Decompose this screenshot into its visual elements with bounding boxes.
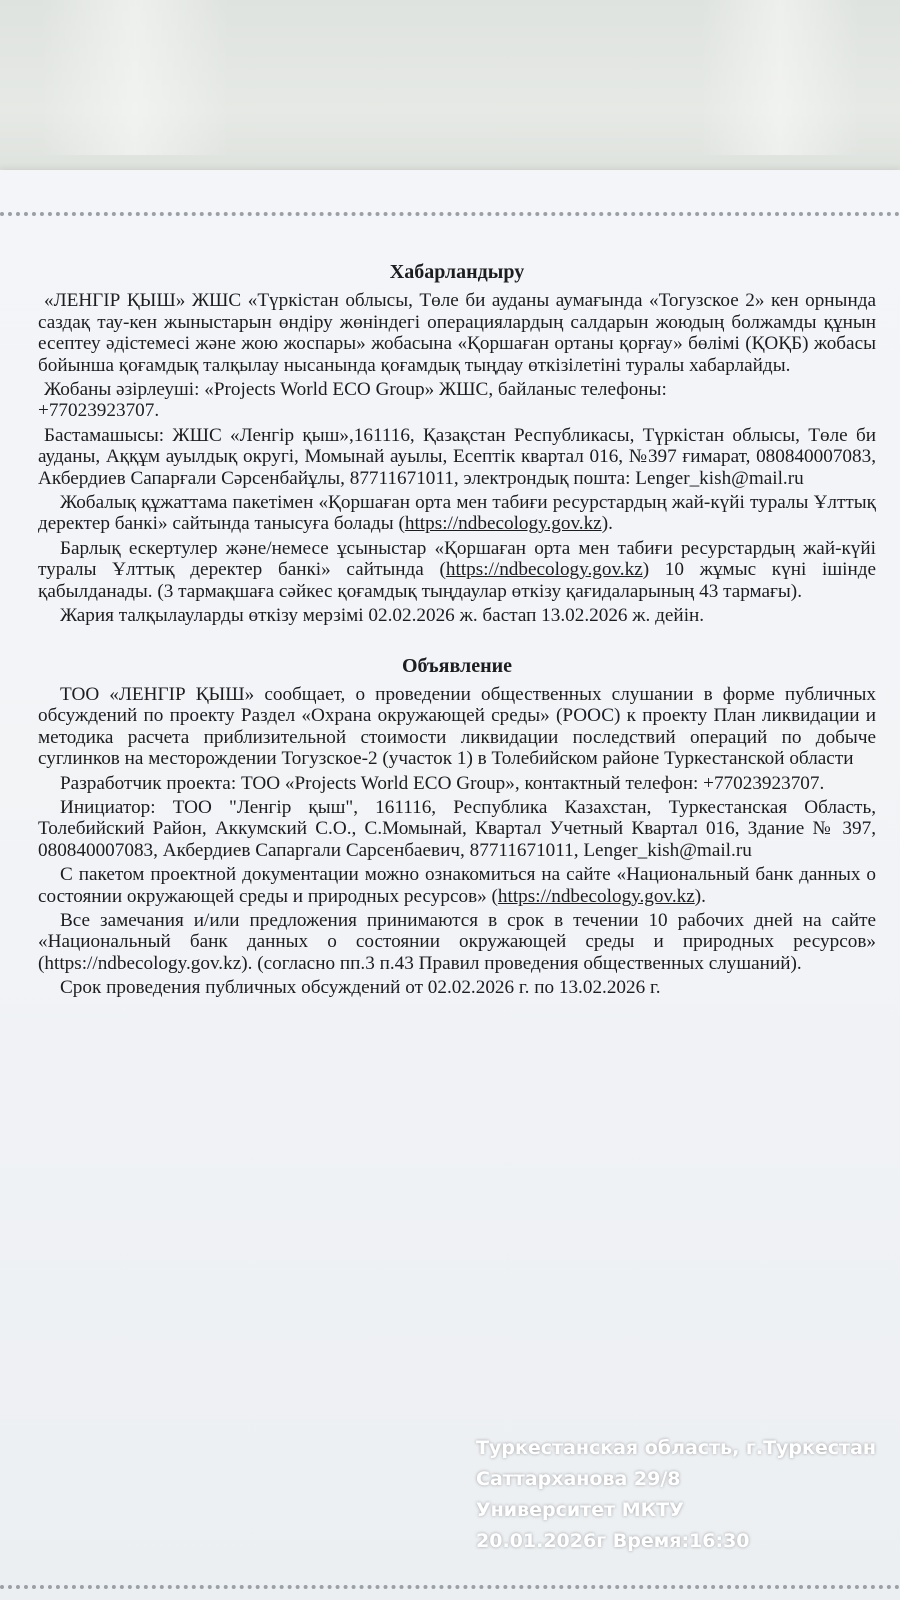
tape-residue [700,0,860,155]
russian-intro: ТОО «ЛЕНГІР ҚЫШ» сообщает, о проведении общественных слушании в форме публичных обсуждений по проекту Раздел «Охрана окружающей среды» (РООС) к проекту План ликвидации и методика расчета приблизительной стоимости ликвидации последствий операций по добыче суглинков на месторождении Тогузское-2 (участок 1) в Толебийском районе Туркестанской области [38,683,876,770]
kazakh-developer [38,379,876,422]
kazakh-intro: «ЛЕНГІР ҚЫШ» ЖШС «Түркістан облысы, Төле би ауданы аумағында «Тогузское 2» кен орнында саздақ тау-кен жыныстарын өндіру жөніндегі операциялардың салдарын жоюдың болжамды құнын есептеу әдістемесі және жою жоспары» жобасына «Қоршаған ортаны қорғау» бөлімі (ҚОҚБ) жобасы бойынша қоғамдық талқылау нысанында қоғамдық тыңдау өткізілетіні туралы хабарлайды. [38,290,876,376]
stamp-place: Университет МКТУ [476,1499,684,1521]
kazakh-initiator: Бастамашысы: ЖШС «Ленгір қыш»,161116, Қазақстан Республикасы, Түркістан облысы, Төле би ауданы, Аққұм ауылдық округі, Момынай ауылы, Есептік квартал 016, №397 ғимарат, 080840007083, Акбердиев Сапарғали Сәрсенбайұлы, 87711671011, электрондық пошта: Lenger_kish@mail.ru [38,424,876,489]
kazakh-title: Хабарландыру [389,261,525,283]
russian-period: Срок проведения публичных обсуждений от 02.02.2026 г. по 13.02.2026 г. [60,977,661,999]
kazakh-remarks-link[interactable]: https://ndbecology.gov.kz [445,559,643,581]
stamp-datetime: 20.01.2026г Время:16:30 [476,1530,750,1552]
kazakh-remarks-end: ) 10 жұмыс күні ішінде қабылданады. (3 тармақшаға сәйкес қоғамдық тыңдаулар өткізу қағидаларының 43 тармағы). [38,559,876,602]
photo-location-stamp [476,1433,886,1557]
kazakh-documents-text: Жобалық құжаттама пакетімен «Қоршаған орта мен табиғи ресурстардың жай-күйі туралы Ұлттық деректер банкі» сайтында танысуға болады ( [38,492,876,535]
kazakh-documents-link[interactable]: https://ndbecology.gov.kz [404,513,602,535]
kazakh-developer-phone: +77023923707. [38,400,160,422]
kazakh-documents [38,492,876,535]
stamp-street: Саттарханова 29/8 [476,1468,681,1490]
wall-background [0,0,900,185]
tape-residue [40,0,230,155]
kazakh-period: Жария талқылауларды өткізу мерзімі 02.02.2026 ж. бастап 13.02.2026 ж. дейін. [60,605,705,627]
perforation-bottom [0,1585,900,1589]
stamp-region: Туркестанская область, г.Туркестан [476,1437,877,1459]
russian-documents [38,864,876,907]
russian-documents-end: ). [694,885,706,907]
russian-documents-text: С пакетом проектной документации можно ознакомиться на сайте «Национальный банк данных о состоянии окружающей среды и природных ресурсов» ( [38,864,876,907]
russian-documents-link[interactable]: https://ndbecology.gov.kz [497,885,695,907]
notice-content [38,262,876,1002]
kazakh-developer-label: Жобаны әзірлеуші: «Projects World ECO Group» ЖШС, байланыс телефоны: [44,379,667,401]
russian-initiator: Инициатор: ТОО "Ленгір қыш", 161116, Республика Казахстан, Туркестанская Область, Толебийский Район, Аккумский С.О., С.Момынай, Квартал Учетный Квартал 016, Здание № 397, 080840007083, Акбердиев Сапаргали Сарсенбаевич, 87711671011, Lenger_kish@mail.ru [38,796,876,861]
kazakh-remarks [38,538,876,602]
kazakh-remarks-text: Барлық ескертулер және/немесе ұсыныстар «Қоршаған орта мен табиғи ресурстардың жай-күйі туралы Ұлттық деректер банкі» сайтында ( [38,537,876,581]
russian-developer: Разработчик проекта: ТОО «Projects World ECO Group», контактный телефон: +77023923707. [60,772,825,794]
perforation-top [0,212,900,216]
russian-title: Объявление [401,654,513,677]
russian-remarks: Все замечания и/или предложения принимаются в срок в течении 10 рабочих дней на сайте «Национальный банк данных о состоянии окружающей среды и природных ресурсов» (https://ndbecology.gov.kz). (согласно пп.3 п.43 Правил проведения общественных слушаний). [38,909,876,974]
kazakh-documents-end: ). [601,513,613,535]
